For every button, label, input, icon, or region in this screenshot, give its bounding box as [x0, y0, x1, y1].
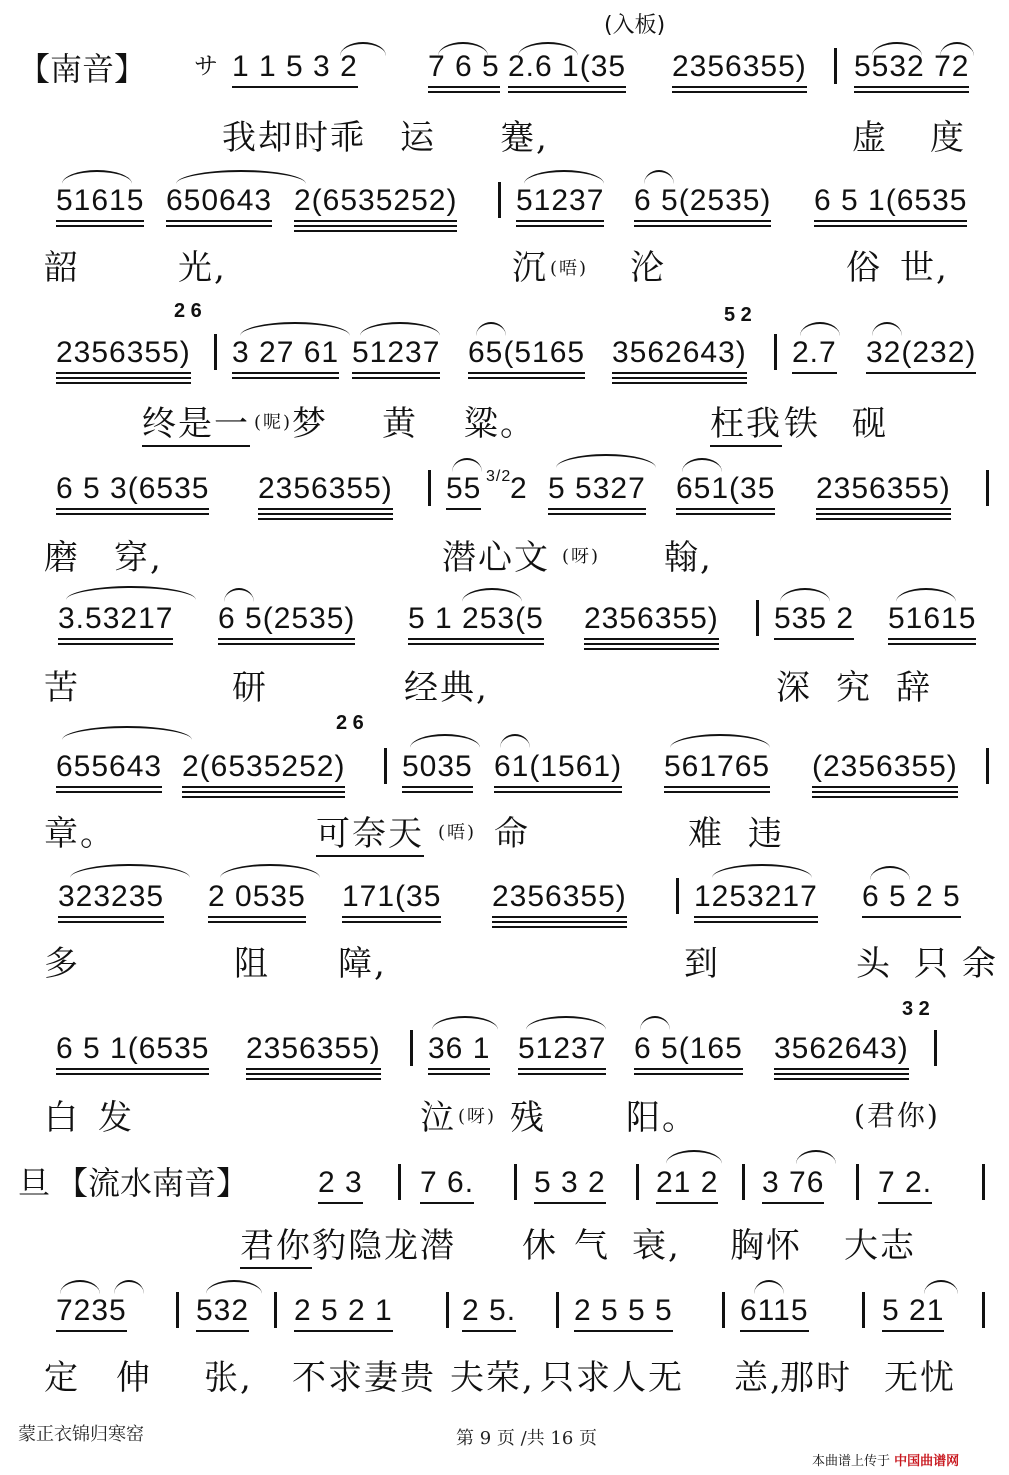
note-group: 3 27 61	[232, 336, 339, 370]
note-group: 3562643)	[612, 336, 747, 370]
page-number: 第 9 页 /共 16 页	[456, 1428, 598, 1449]
barline	[556, 1292, 559, 1328]
note-group: 65(5165	[468, 336, 585, 370]
note-group: 51615	[56, 184, 144, 218]
barline	[410, 1030, 413, 1066]
barline	[986, 470, 989, 506]
note-group: 2356355)	[584, 602, 719, 636]
note-group: 6 5 1(6535	[56, 1032, 209, 1066]
barline	[742, 1164, 745, 1200]
notation-row-5	[0, 596, 1009, 648]
note-group: (2356355)	[812, 750, 958, 784]
note-group: 61(1561)	[494, 750, 622, 784]
note-group: 2356355)	[816, 472, 951, 506]
note-group: 5532 72	[854, 50, 969, 84]
barline	[986, 748, 989, 784]
notation-row-1	[0, 44, 1009, 96]
note-group: 2.6 1(35	[508, 50, 626, 84]
note-group: 5 3 2	[534, 1166, 606, 1200]
free-rhythm-mark: サ	[194, 52, 218, 80]
note-group: 55	[446, 472, 481, 506]
note-group: 2356355)	[258, 472, 393, 506]
lyrics-row-9: 君你 豹隐 龙潜 休 气 衰, 胸怀 大志	[0, 1218, 1009, 1266]
notation-row-10	[0, 1288, 1009, 1340]
barline	[514, 1164, 517, 1200]
note-group: 32(232)	[866, 336, 976, 370]
note-group: 1253217	[694, 880, 818, 914]
note-group: 651(35	[676, 472, 775, 506]
barline	[446, 1292, 449, 1328]
note-group: 2(6535252)	[294, 184, 457, 218]
lyrics-row-5: 苦 研 经典, 深 究 辞	[44, 668, 932, 708]
note-group: 2356355)	[672, 50, 807, 84]
note-group: 2356355)	[246, 1032, 381, 1066]
note-group: 2	[510, 472, 528, 505]
score-title: 蒙正衣锦归寒窑	[18, 1424, 144, 1445]
note-group: 7 6.	[420, 1166, 474, 1200]
note-group: 51237	[516, 184, 604, 218]
barline	[756, 600, 759, 636]
barline	[498, 182, 501, 218]
note-group: 171(35	[342, 880, 441, 914]
note-group: 5 5327	[548, 472, 646, 506]
barline	[982, 1164, 985, 1200]
note-group: 2 5 2 1	[294, 1294, 393, 1328]
barline	[636, 1164, 639, 1200]
lyrics-row-6: 章。 可奈天 (唔) 命 难 违	[0, 806, 1009, 854]
barline	[274, 1292, 277, 1328]
rubanban-label: (入板)	[604, 13, 666, 38]
note-group: 323235	[58, 880, 164, 914]
note-group: 2356355)	[492, 880, 627, 914]
note-group: 6 5(165	[634, 1032, 743, 1066]
source-credit: 本曲谱上传于 中国曲谱网	[812, 1454, 960, 1469]
notation-row-7	[0, 874, 1009, 926]
barline	[834, 48, 837, 84]
note-group: 535 2	[774, 602, 854, 636]
lyrics-row-3: 终是一 (呢) 梦 黄 粱。 枉我 铁 砚	[0, 396, 1009, 444]
ornament-number: 2 6	[174, 300, 202, 322]
note-group: 51615	[888, 602, 976, 636]
notation-row-2	[0, 178, 1009, 230]
grace-note: 3/2	[486, 468, 512, 485]
note-group: 650643	[166, 184, 272, 218]
note-group: 3 76	[762, 1166, 824, 1200]
note-group: 2 0535	[208, 880, 306, 914]
note-group: 5035	[402, 750, 473, 784]
note-group: 532	[196, 1294, 249, 1328]
note-group: 3.53217	[58, 602, 173, 636]
barline	[934, 1030, 937, 1066]
barline	[176, 1292, 179, 1328]
note-group: 2 3	[318, 1166, 363, 1200]
notation-row-3	[0, 330, 1009, 382]
note-group: 2(6535252)	[182, 750, 345, 784]
tune-label: 【流水南音】	[56, 1164, 249, 1202]
note-group: 7235	[56, 1294, 127, 1328]
note-group: 2 5 5 5	[574, 1294, 673, 1328]
notation-row-6	[0, 744, 1009, 796]
note-group: 2356355)	[56, 336, 191, 370]
note-group: 2 5.	[462, 1294, 516, 1328]
barline	[862, 1292, 865, 1328]
barline	[676, 878, 679, 914]
notation-row-4	[0, 466, 1009, 518]
note-group: 51237	[518, 1032, 606, 1066]
barline	[856, 1164, 859, 1200]
lyrics-row-4: 磨 穿, 潜心文 (呀) 翰,	[44, 538, 713, 578]
ornament-number: 5 2	[724, 304, 752, 326]
note-group: 21 2	[656, 1166, 718, 1200]
lyrics-row-10: 定 伸 张, 不求妻贵 夫荣, 只求人无 恙, 那时 无忧	[44, 1358, 956, 1398]
note-group: 3562643)	[774, 1032, 909, 1066]
ornament-number: 3 2	[902, 998, 930, 1020]
note-group: 7 6 5	[428, 50, 500, 84]
note-group: 6 5 1(6535	[814, 184, 967, 218]
note-group: 7 2.	[878, 1166, 932, 1200]
barline	[214, 334, 217, 370]
note-group: 6 5 3(6535	[56, 472, 209, 506]
note-group: 6 5(2535)	[218, 602, 355, 636]
lyrics-row-8: 白 发 泣 (呀) 残 阳。 (君你)	[44, 1098, 940, 1138]
tune-label: 【南音】	[18, 50, 147, 88]
note-group: 5 21	[882, 1294, 944, 1328]
barline	[428, 470, 431, 506]
note-group: 2.7	[792, 336, 837, 370]
ornament-number: 2 6	[336, 712, 364, 734]
barline	[722, 1292, 725, 1328]
notation-row-8	[0, 1026, 1009, 1078]
note-group: 6115	[740, 1294, 809, 1328]
lyrics-row-1: 我却时乖 运 蹇, 虚 度	[222, 118, 966, 158]
barline	[774, 334, 777, 370]
lyrics-row-2: 韶 光, 沉 (唔) 沦 俗 世,	[44, 248, 949, 288]
lyrics-row-7: 多 阻 障, 到 头 只 余	[44, 944, 998, 984]
note-group: 5 1 253(5	[408, 602, 544, 636]
note-group: 1 1 5 3 2	[232, 50, 358, 84]
note-group: 655643	[56, 750, 162, 784]
note-group: 561765	[664, 750, 770, 784]
barline	[398, 1164, 401, 1200]
note-group: 6 5(2535)	[634, 184, 771, 218]
site-logo: 中国曲谱网	[894, 1454, 960, 1469]
barline	[384, 748, 387, 784]
note-group: 6 5 2 5	[862, 880, 961, 914]
note-group: 36 1	[428, 1032, 490, 1066]
note-group: 51237	[352, 336, 440, 370]
role-label: 旦	[18, 1164, 51, 1202]
barline	[982, 1292, 985, 1328]
notation-row-9	[0, 1160, 1009, 1212]
